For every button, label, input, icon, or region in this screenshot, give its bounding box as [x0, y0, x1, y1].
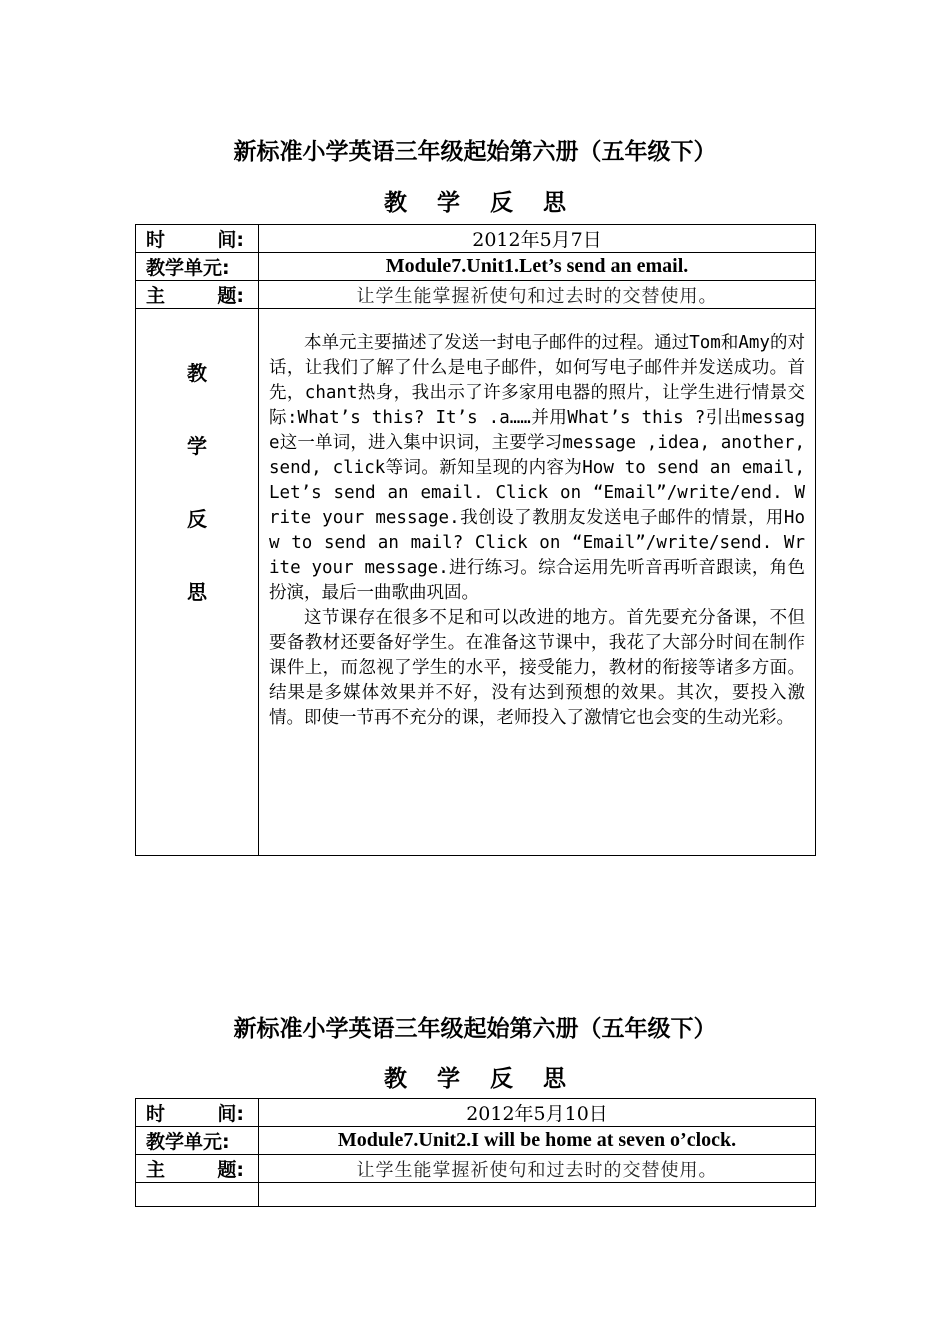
- topic-label: [136, 1155, 259, 1183]
- reflection-paragraph: 这节课存在很多不足和可以改进的地方。首先要充分备课，不但要备教材还要备好学生。在准备这节课中，我花了大部分时间在制作课件上，而忽视了学生的水平，接受能力，教材的衔接等诸多方面。结果是多媒体效果并不好，没有达到预想的效果。其次，要投入激情。即使一节再不充分的课，老师投入了激情它也会变的生动光彩。: [269, 608, 805, 728]
- time-label-char: 时: [146, 229, 166, 251]
- topic-label-char: 题:: [217, 1159, 244, 1181]
- time-label-char: 间:: [217, 229, 244, 251]
- reflection-row: [136, 309, 816, 856]
- reflection-table: [135, 1098, 816, 1207]
- topic-label: [136, 281, 259, 309]
- reflection-label-char: 思: [187, 580, 207, 604]
- topic-label-char: 主: [146, 285, 166, 307]
- topic-row: [136, 1155, 816, 1183]
- reflection-label-char: 教: [187, 361, 207, 385]
- time-label-char: 间:: [217, 1103, 244, 1125]
- topic-value: 让学生能掌握祈使句和过去时的交替使用。: [259, 281, 816, 309]
- reflection-row: [136, 1183, 816, 1207]
- reflection-body: [259, 1183, 816, 1207]
- unit-label: 教学单元:: [136, 1127, 259, 1155]
- page-title: 新标准小学英语三年级起始第六册（五年级下）: [233, 1016, 717, 1042]
- page-subtitle: 教学反思: [384, 190, 596, 216]
- time-label: [136, 225, 259, 253]
- topic-row: [136, 281, 816, 309]
- topic-label-char: 主: [146, 1159, 166, 1181]
- page-title: 新标准小学英语三年级起始第六册（五年级下）: [233, 139, 717, 165]
- time-row: [136, 1099, 816, 1127]
- unit-row: [136, 1127, 816, 1155]
- reflection-label: [136, 309, 259, 856]
- time-value: 2012年5月7日: [259, 225, 816, 253]
- time-row: [136, 225, 816, 253]
- page-subtitle: 教学反思: [384, 1066, 596, 1092]
- time-label-char: 时: [146, 1103, 166, 1125]
- topic-value: 让学生能掌握祈使句和过去时的交替使用。: [259, 1155, 816, 1183]
- topic-label-char: 题:: [217, 285, 244, 307]
- reflection-label-char: 学: [187, 434, 207, 458]
- reflection-body: [259, 309, 816, 856]
- time-label: [136, 1099, 259, 1127]
- time-value: 2012年5月10日: [259, 1099, 816, 1127]
- unit-value: Module7.Unit1.Let’s send an email.: [259, 253, 816, 281]
- unit-row: [136, 253, 816, 281]
- reflection-label: [136, 1183, 259, 1207]
- reflection-table: [135, 224, 816, 856]
- unit-label: 教学单元:: [136, 253, 259, 281]
- reflection-label-char: 反: [187, 507, 207, 531]
- reflection-paragraph: 本单元主要描述了发送一封电子邮件的过程。通过Tom和Amy的对话，让我们了解了什么是电子邮件，如何写电子邮件并发送成功。首先，chant热身，我出示了许多家用电器的照片，让学生进行情景交际:What’s this? It’s .a……并用What’s this ?引出message这一单词，进入集中识词，主要学习message ,idea, another, send, click等词。新知呈现的内容为How to send an email, Let’s send an email. Click on “Email”/write/end. Write your message.我创设了教朋友发送电子邮件的情景，用How to send an mail? Click on “Email”/write/send. Write your message.进行练习。综合运用先听音再听音跟读，角色扮演，最后一曲歌曲巩固。: [269, 333, 805, 603]
- unit-value: Module7.Unit2.I will be home at seven o’clock.: [259, 1127, 816, 1155]
